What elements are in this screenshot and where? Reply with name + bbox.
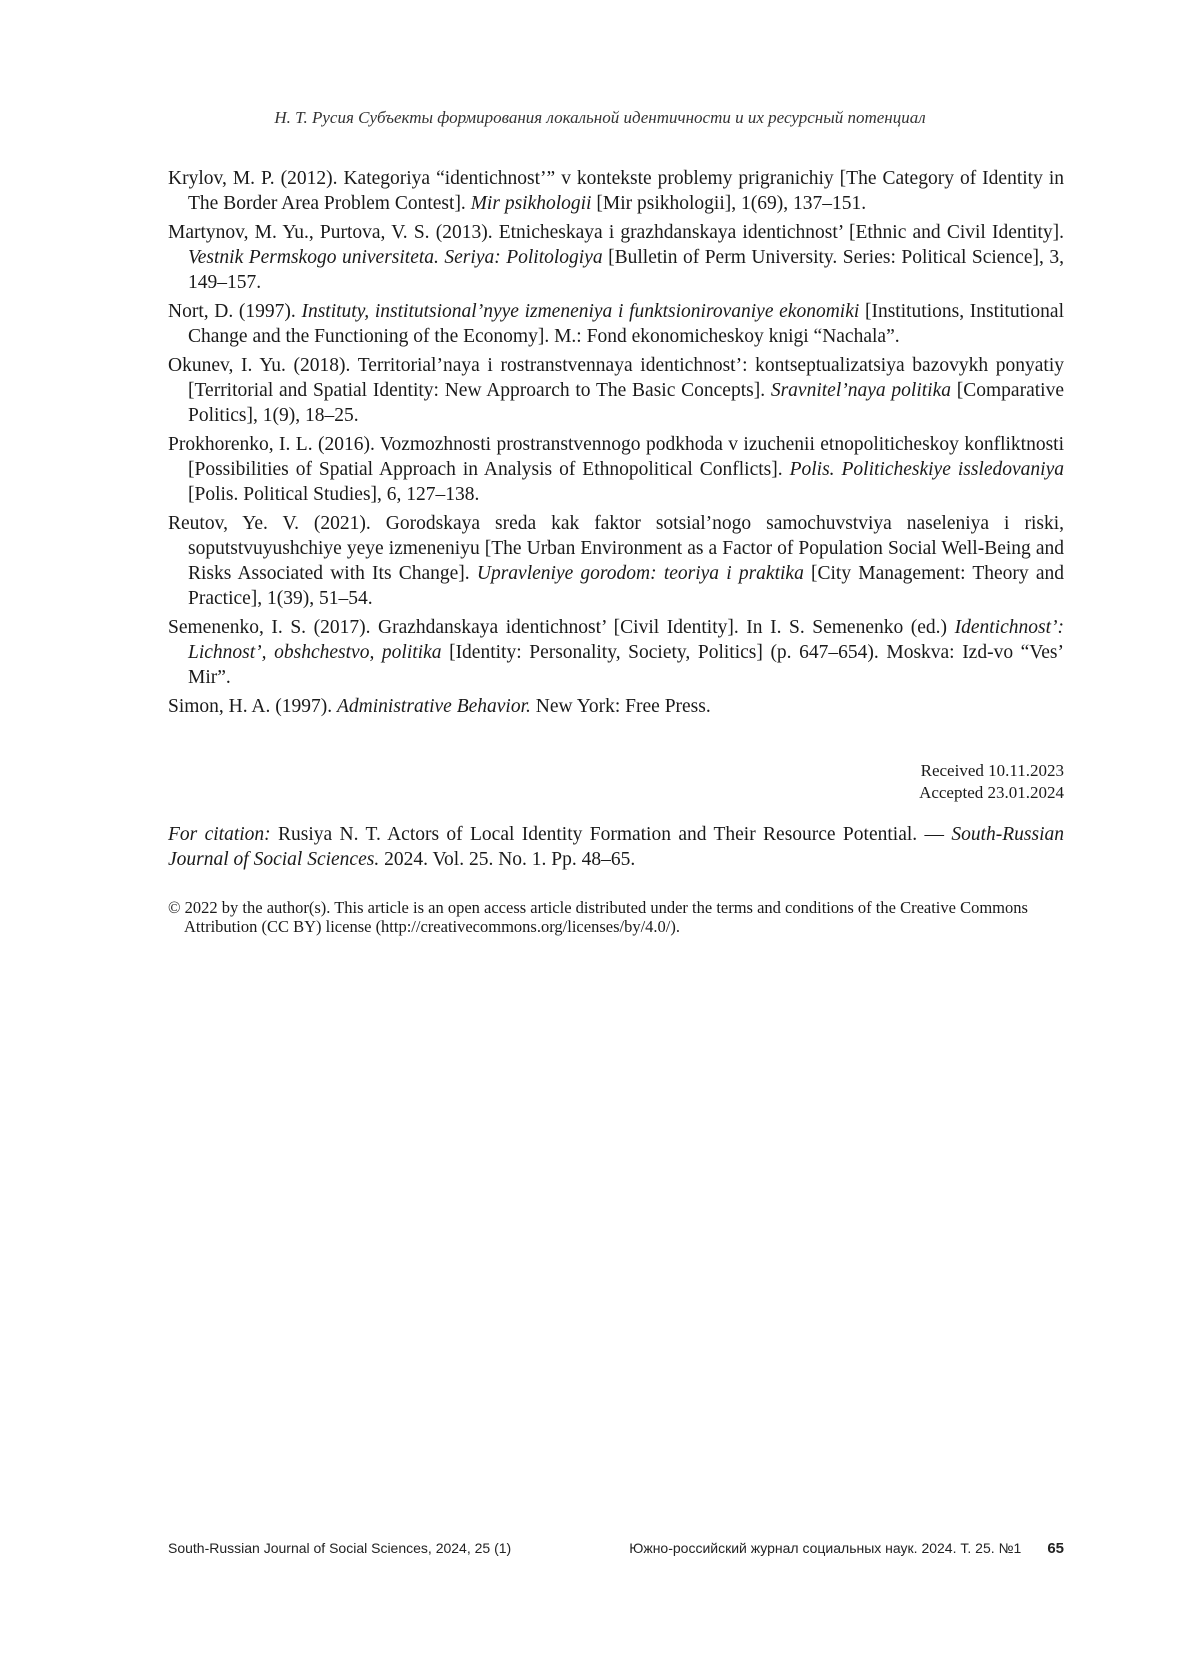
footer-journal-ru: Южно-российский журнал социальных наук. 2024. Т. 25. №1: [629, 1540, 1022, 1556]
reference-item: Semenenko, I. S. (2017). Grazhdanskaya identichnost’ [Civil Identity]. In I. S. Semenenko (ed.) Identichnost’: Lichnost’, obshchestvo, politika [Identity: Personality, Society, Politics] (p. 647–654). Moskva: Izd-vo “Ves’ Mir”.: [168, 617, 1064, 688]
running-head: Н. Т. Русия Субъекты формирования локальной идентичности и их ресурсный потенциал: [274, 108, 926, 127]
reference-item: Nort, D. (1997). Instituty, institutsional’nyye izmeneniya i funktsionirovaniye ekonomiki [Institutions, Institutional Change and the Functioning of the Economy]. M.: Fond ekonomicheskoy knigi “Nachala”.: [168, 301, 1064, 347]
received-date: Received 10.11.2023: [920, 761, 1064, 780]
reference-item: Simon, H. A. (1997). Administrative Behavior. New York: Free Press.: [168, 696, 711, 717]
reference-list: [168, 166, 1064, 723]
citation-block: For citation: Rusiya N. T. Actors of Local Identity Formation and Their Resource Potential. — South-Russian Journal of Social Sciences. 2024. Vol. 25. No. 1. Pp. 48–65.: [168, 824, 1064, 870]
reference-item: Prokhorenko, I. L. (2016). Vozmozhnosti prostranstvennogo podkhoda v izuchenii etnopoliticheskoy konfliktnosti [Possibilities of Spatial Approach in Analysis of Ethnopolitical Conflicts]. Polis. Politicheskiye issledovaniya [Polis. Political Studies], 6, 127–138.: [168, 434, 1064, 505]
footer-journal-ru-block: [629, 1540, 1064, 1557]
reference-item: Okunev, I. Yu. (2018). Territorial’naya i rostranstvennaya identichnost’: kontseptualizatsiya bazovykh ponyatiy [Territorial and Spatial Identity: New Approarch to The Basic Concepts]. Sravnitel’naya politika [Comparative Politics], 1(9), 18–25.: [168, 355, 1064, 426]
citation-journal: South-Russian Journal of Social Sciences.: [168, 824, 1064, 870]
article-dates: [919, 760, 1064, 804]
accepted-date: Accepted 23.01.2024: [919, 783, 1064, 802]
license-notice: © 2022 by the author(s). This article is an open access article distributed under the terms and conditions of the Creative Commons Attribution (CC BY) license (http://creativecommons.org/licenses/by/4.0/).: [168, 898, 1028, 936]
reference-item: Krylov, M. P. (2012). Kategoriya “identichnost’” v kontekste problemy prigranichiy [The Category of Identity in The Border Area Problem Contest]. Mir psikhologii [Mir psikhologii], 1(69), 137–151.: [168, 168, 1064, 214]
citation-label: For citation:: [168, 824, 271, 845]
footer-journal-en: South-Russian Journal of Social Sciences, 2024, 25 (1): [168, 1540, 512, 1556]
reference-item: Reutov, Ye. V. (2021). Gorodskaya sreda kak faktor sotsial’nogo samochuvstviya naseleniya i riski, soputstvuyushchiye yeye izmeneniyu [The Urban Environment as a Factor of Population Social Well-Being and Risks Associated with Its Change]. Upravleniye gorodom: teoriya i praktika [City Management: Theory and Practice], 1(39), 51–54.: [168, 513, 1064, 609]
reference-item: Martynov, M. Yu., Purtova, V. S. (2013). Etnicheskaya i grazhdanskaya identichnost’ [Ethnic and Civil Identity]. Vestnik Permskogo universiteta. Seriya: Politologiya [Bulletin of Perm University. Series: Political Science], 3, 149–157.: [168, 222, 1064, 293]
page-number: 65: [1047, 1540, 1064, 1557]
